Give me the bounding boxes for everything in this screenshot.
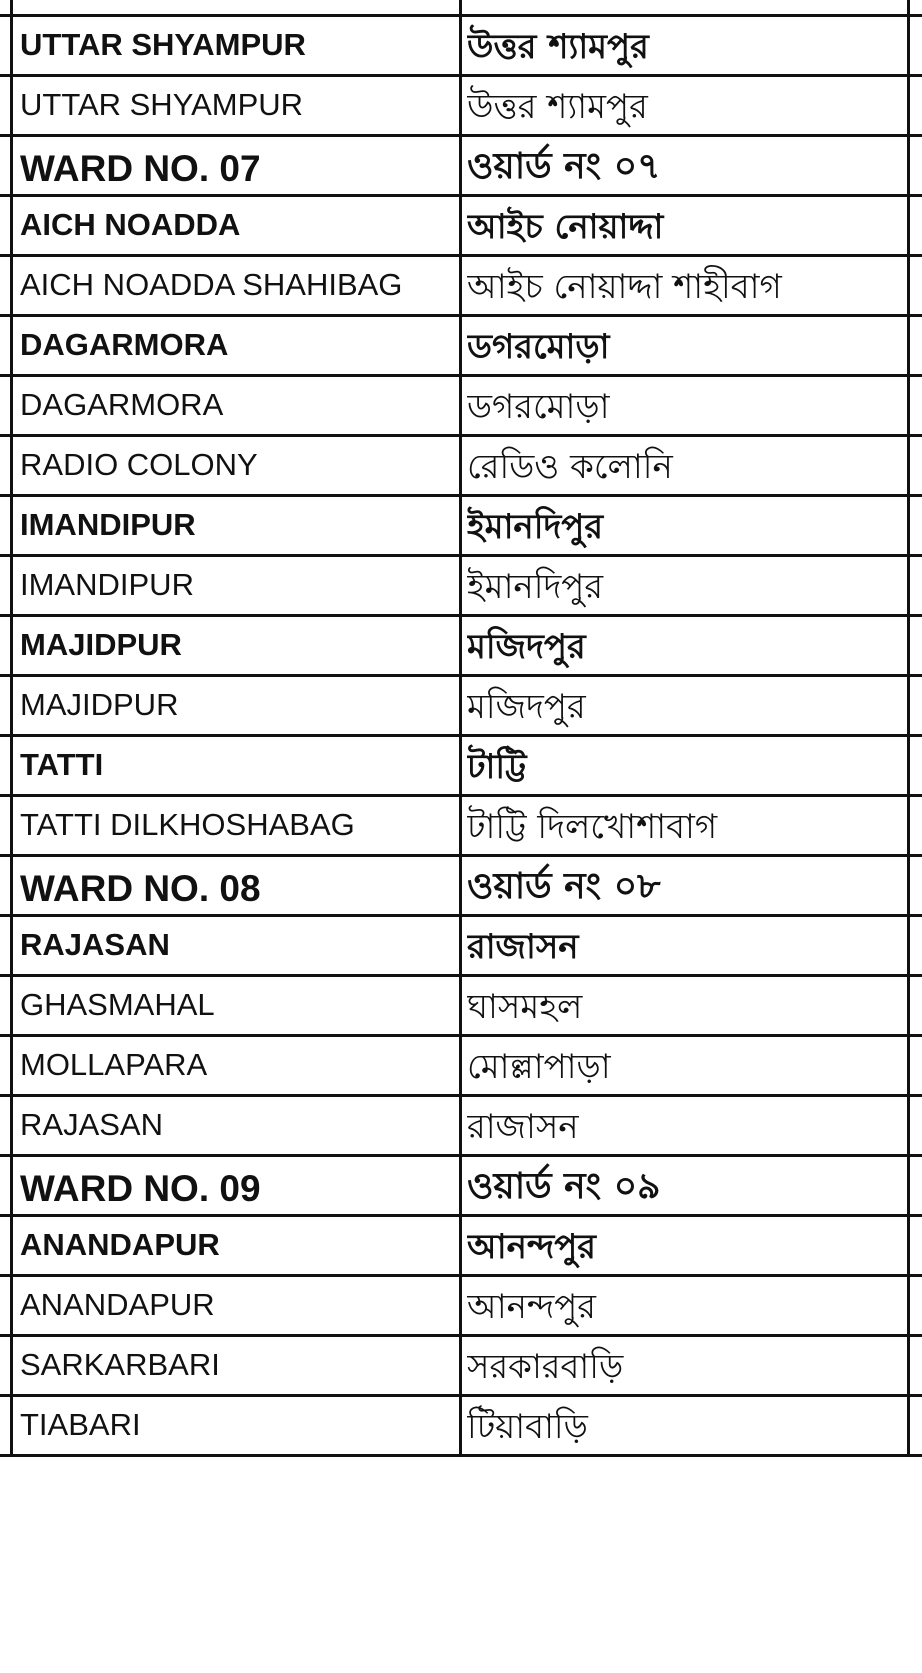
bengali-name: ওয়ার্ড নং ০৮ — [467, 866, 661, 907]
bengali-name: আইচ নোয়াদ্দা — [467, 206, 664, 247]
english-name: WARD NO. 08 — [20, 868, 261, 909]
bengali-name: আইচ নোয়াদ্দা শাহীবাগ — [467, 266, 782, 307]
table-row — [0, 737, 922, 801]
bengali-name-cell — [467, 137, 907, 201]
english-name: SARKARBARI — [20, 1347, 220, 1382]
bengali-name: সরকারবাড়ি — [467, 1346, 624, 1387]
english-name: DAGARMORA — [20, 387, 224, 422]
bengali-name: টিয়াবাড়ি — [467, 1406, 588, 1447]
bengali-name-cell — [467, 1217, 907, 1281]
english-name: UTTAR SHYAMPUR — [20, 27, 306, 62]
table-row — [0, 1097, 922, 1161]
bengali-name-cell — [467, 617, 907, 681]
english-name: IMANDIPUR — [20, 507, 196, 542]
english-name: WARD NO. 07 — [20, 148, 261, 189]
english-name: ANANDAPUR — [20, 1227, 220, 1262]
bengali-name: ইমানদিপুর — [467, 566, 604, 607]
english-name: WARD NO. 09 — [20, 1168, 261, 1209]
bengali-name-cell — [467, 977, 907, 1041]
english-name: MOLLAPARA — [20, 1047, 208, 1082]
bengali-name: ওয়ার্ড নং ০৯ — [467, 1166, 661, 1207]
bengali-name: ঘাসমহল — [467, 986, 583, 1027]
bengali-name: ইমানদিপুর — [467, 506, 604, 547]
english-name: AICH NOADDA SHAHIBAG — [20, 267, 403, 302]
bengali-name-cell — [467, 1157, 907, 1221]
table-row — [0, 197, 922, 261]
table-row — [0, 377, 922, 441]
bengali-name-cell — [467, 797, 907, 861]
english-name: DAGARMORA — [20, 327, 229, 362]
english-name: TATTI DILKHOSHABAG — [20, 807, 355, 842]
bengali-name: রাজাসন — [467, 926, 579, 967]
english-name: TIABARI — [20, 1407, 141, 1442]
bengali-name-cell — [467, 1037, 907, 1101]
ward-heading-row — [0, 857, 922, 921]
bengali-name: আনন্দপুর — [467, 1226, 597, 1267]
english-name: TATTI — [20, 747, 104, 782]
table-row — [0, 497, 922, 561]
bengali-name-cell — [467, 557, 907, 621]
table-row — [0, 617, 922, 681]
bengali-name-cell — [467, 1277, 907, 1341]
bengali-name: মজিদপুর — [467, 686, 586, 727]
table-row — [0, 77, 922, 141]
bengali-name: ডগরমোড়া — [467, 326, 610, 367]
ward-heading-row — [0, 137, 922, 201]
bengali-name-cell — [467, 1337, 907, 1401]
bengali-name: টাট্টি — [467, 746, 527, 787]
english-name: MAJIDPUR — [20, 627, 182, 662]
bengali-name-cell — [467, 317, 907, 381]
table-row — [0, 797, 922, 861]
english-name: AICH NOADDA — [20, 207, 241, 242]
table-row — [0, 917, 922, 981]
english-name: RADIO COLONY — [20, 447, 258, 482]
ward-heading-row — [0, 1157, 922, 1221]
english-name: RAJASAN — [20, 927, 170, 962]
bengali-name: মোল্লাপাড়া — [467, 1046, 611, 1087]
english-name: MAJIDPUR — [20, 687, 179, 722]
bengali-name: রাজাসন — [467, 1106, 579, 1147]
table-row — [0, 977, 922, 1041]
bengali-name-cell — [467, 377, 907, 441]
bengali-name-cell — [467, 677, 907, 741]
bengali-name: উত্তর শ্যামপুর — [467, 26, 649, 67]
bengali-name: টাট্টি দিলখোশাবাগ — [467, 806, 718, 847]
bengali-name-cell — [467, 1397, 907, 1461]
bengali-name: রেডিও কলোনি — [467, 446, 673, 487]
bengali-name: আনন্দপুর — [467, 1286, 597, 1327]
bengali-name-cell — [467, 17, 907, 81]
table-row — [0, 557, 922, 621]
english-name: RAJASAN — [20, 1107, 163, 1142]
bengali-name-cell — [467, 497, 907, 561]
bengali-name: ওয়ার্ড নং ০৭ — [467, 146, 661, 187]
english-name: IMANDIPUR — [20, 567, 194, 602]
bengali-name-cell — [467, 257, 907, 321]
bengali-name-cell — [467, 77, 907, 141]
table-row — [0, 1397, 922, 1461]
table-row — [0, 257, 922, 321]
table-row — [0, 17, 922, 81]
bengali-name: উত্তর শ্যামপুর — [467, 86, 648, 127]
bengali-name-cell — [467, 437, 907, 501]
table-row — [0, 1337, 922, 1401]
english-name: GHASMAHAL — [20, 987, 215, 1022]
table-row — [0, 1217, 922, 1281]
bengali-name-cell — [467, 197, 907, 261]
english-name: UTTAR SHYAMPUR — [20, 87, 304, 122]
table-row — [0, 317, 922, 381]
table-row — [0, 1037, 922, 1101]
table-row — [0, 437, 922, 501]
bengali-name-cell — [467, 1097, 907, 1161]
english-name: ANANDAPUR — [20, 1287, 215, 1322]
table-row — [0, 1277, 922, 1341]
bengali-name-cell — [467, 737, 907, 801]
table-row — [0, 677, 922, 741]
bengali-name: ডগরমোড়া — [467, 386, 610, 427]
bengali-name-cell — [467, 917, 907, 981]
bengali-name-cell — [467, 857, 907, 921]
row-divider — [0, 1454, 922, 1457]
bengali-name: মজিদপুর — [467, 626, 586, 667]
